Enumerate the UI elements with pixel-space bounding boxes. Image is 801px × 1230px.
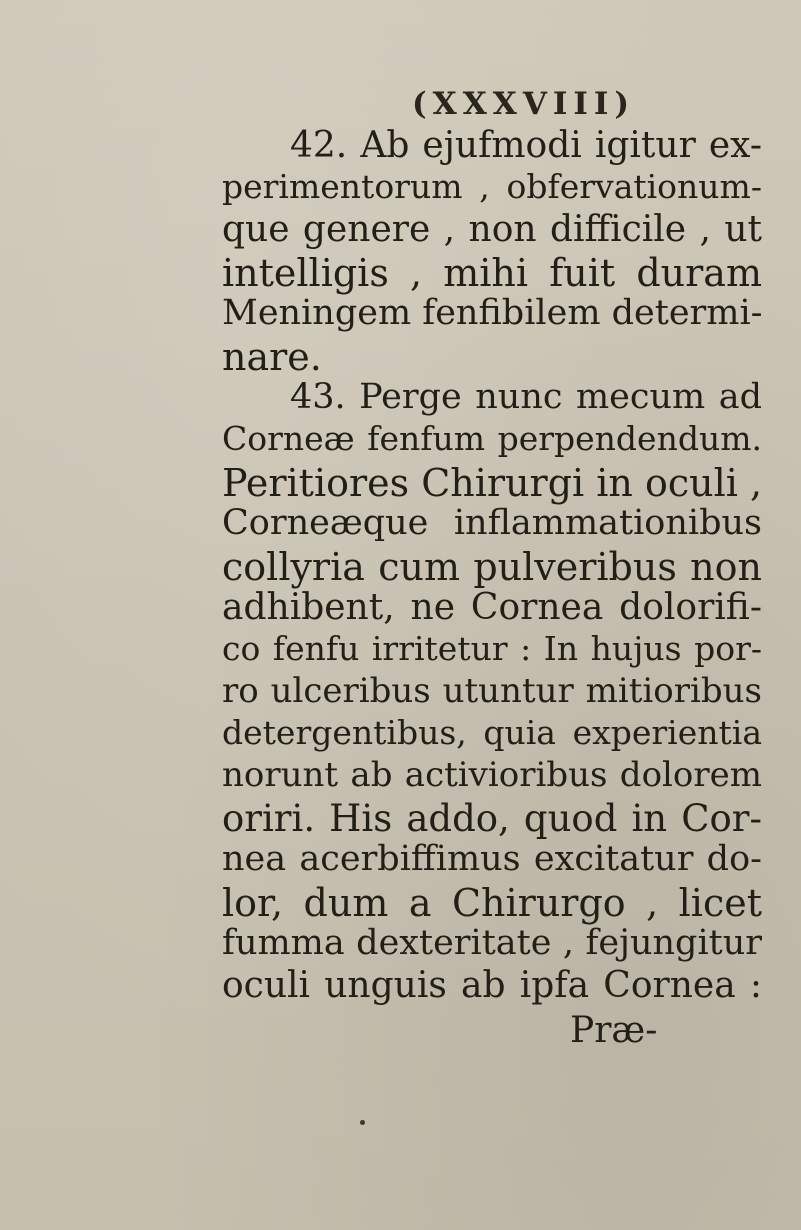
ink-speck (360, 1120, 365, 1125)
text-line-10: Corneæque inflammationibus (222, 503, 762, 543)
text-line-18: nea acerbiffimus excitatur do- (222, 839, 762, 879)
text-line-4: intelligis , mihi fuit duram (222, 251, 762, 295)
text-line-8: Corneæ fenfum perpendendum. (222, 419, 762, 458)
text-line-21: oculi unguis ab ipfa Cornea : (222, 965, 762, 1006)
page-header: (XXXVIII) (412, 86, 636, 122)
text-line-13: co fenfu irritetur : In hujus por- (222, 629, 762, 668)
text-line-11: collyria cum pulveribus non (222, 545, 762, 589)
text-line-7: 43. Perge nunc mecum ad (290, 377, 762, 417)
text-line-15: detergentibus, quia experientia (222, 713, 762, 752)
text-line-2: perimentorum , obfervationum- (222, 167, 762, 206)
text-line-16: norunt ab activioribus dolorem (222, 755, 762, 795)
text-line-14: ro ulceribus utuntur mitioribus (222, 671, 762, 711)
text-line-12: adhibent, ne Cornea dolorifi- (222, 587, 762, 628)
text-line-19: lor, dum a Chirurgo , licet (222, 881, 762, 925)
text-line-5: Meningem fenfibilem determi- (222, 293, 763, 333)
text-line-20: fumma dexteritate , fejungitur (222, 923, 762, 963)
catchword: Præ- (570, 1010, 658, 1051)
text-line-9: Peritiores Chirurgi in oculi , (222, 461, 763, 505)
text-line-6: nare. (222, 335, 322, 379)
text-line-3: que genere , non difficile , ut (222, 209, 762, 250)
text-line-1: 42. Ab ejufmodi igitur ex- (290, 125, 762, 166)
text-line-17: oriri. His addo, quod in Cor- (222, 797, 762, 840)
